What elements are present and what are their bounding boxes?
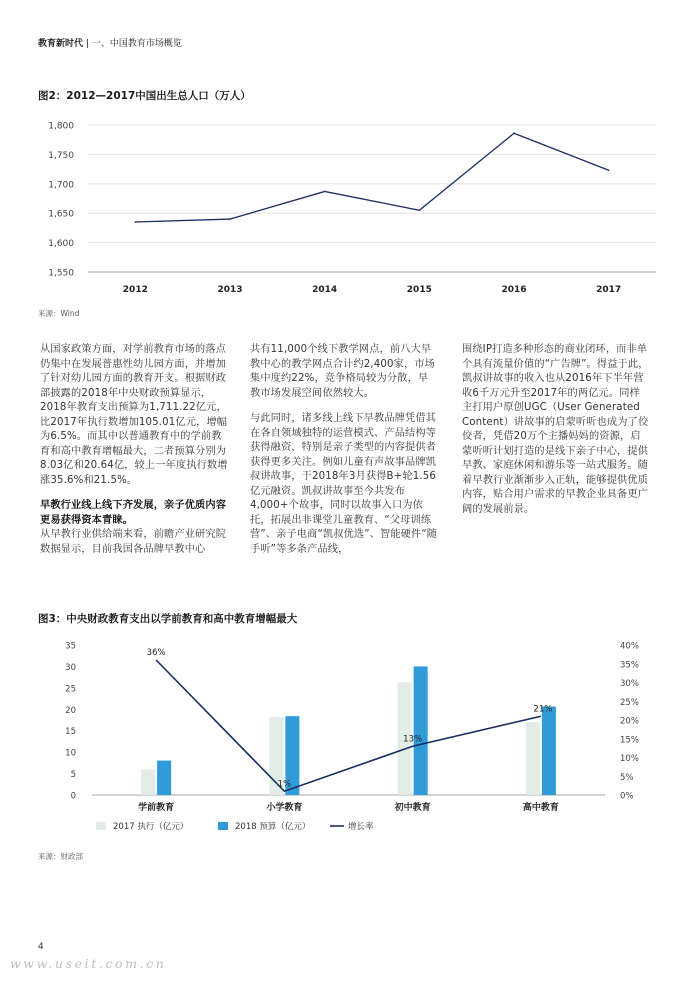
growth-rate-label: 13% (403, 734, 423, 745)
y2-tick-label: 10% (620, 754, 639, 764)
y-tick-label: 30 (65, 662, 76, 673)
x-tick-label: 高中教育 (522, 803, 559, 813)
x-tick-label: 2013 (217, 285, 243, 295)
y2-tick-label: 15% (620, 735, 639, 746)
figure3-source: 来源：财政部 (38, 852, 83, 861)
y2-tick-label: 5% (620, 772, 634, 783)
col1-heading: 早教行业线上线下齐发展，亲子优质内容更易获得资本青睐。 (40, 500, 227, 526)
col2-paragraph-1: 共有11,000个线下教学网点，前八大早教中心的教学网点合计约2,400家，市场集中度约22%，竞争格局较为分散，早教市场发展空间依然较大。 (250, 344, 435, 399)
data-point (229, 218, 231, 220)
col3-paragraph-1: 围绕IP打造多种形态的商业闭环，而非单个具有流量价值的“广告牌”。得益于此，凯叔讲故事的收入也从2016年下半年营收6千万元升至2017年的两亿元。同样主打用户原创UGC（User Generated Content）讲故事的启蒙听听也成为了佼佼者，凭借20万个主播妈妈的资源，启蒙听听计划打造的是线下亲子中心，提供早教、家庭休闲和游乐等一站式服务。随着早教行业渐渐步入正轨，能够提供优质内容，贴合用户需求的早教企业具备更广阔的发展前景。 (462, 344, 649, 515)
y-tick-label: 1,600 (48, 239, 74, 250)
data-point (608, 169, 610, 171)
bar-2017 (141, 770, 155, 795)
figure2-line-chart (0, 108, 694, 308)
y2-tick-label: 40% (620, 641, 639, 652)
y-tick-label: 1,550 (48, 268, 74, 279)
watermark: www.useit.com.cn (10, 956, 167, 971)
data-point (135, 221, 137, 223)
x-tick-label: 初中教育 (394, 803, 431, 813)
data-point (513, 132, 515, 134)
y-tick-label: 5 (70, 770, 76, 781)
bar-2017 (526, 722, 540, 795)
legend-swatch-2018 (218, 822, 228, 830)
y2-tick-label: 20% (620, 716, 639, 727)
y-tick-label: 1,750 (48, 150, 74, 161)
body-column-2 (250, 343, 438, 557)
bar-2018 (157, 761, 171, 795)
y-tick-label: 15 (65, 727, 76, 738)
legend-label-2017: 2017 执行（亿元） (113, 822, 189, 832)
growth-rate-label: 21% (533, 704, 553, 715)
bar-2018 (414, 666, 428, 795)
y-tick-label: 0 (70, 791, 76, 802)
figure3-title: 图3：中央财政教育支出以学前教育和高中教育增幅最大 (38, 613, 298, 625)
data-point (324, 191, 326, 193)
y-tick-label: 10 (65, 748, 76, 759)
col1-paragraph-1: 从国家政策方面，对学前教育市场的落点仍集中在发展普惠性幼儿园方面，并增加了针对幼儿园方面的教育开支。根据财政部披露的2018年中央财政预算显示，2018年教育支出预算为1,711.22亿元，比2017年执行数增加105.01亿元，增幅为6.5%。而其中以普通教育中的学前教育和高中教育增幅最大，二者预算分别为8.03亿和20.64亿，较上一年度执行数增涨35.6%和21.5%。 (40, 344, 228, 486)
y-tick-label: 35 (65, 641, 76, 652)
header-brand: 教育新时代 (38, 39, 84, 49)
y-tick-label: 1,650 (48, 209, 74, 220)
x-tick-label: 2015 (406, 285, 432, 295)
x-tick-label: 小学教育 (266, 803, 303, 813)
growth-rate-label: 36% (146, 648, 166, 658)
y-tick-label: 1,800 (48, 121, 74, 132)
x-tick-label: 学前教育 (138, 803, 175, 813)
body-column-1 (40, 343, 228, 557)
col1-paragraph-2: 从早教行业供给端来看，前瞻产业研究院数据显示，目前我国各品牌早教中心 (40, 529, 227, 555)
y-tick-label: 20 (65, 705, 76, 716)
y-tick-label: 1,700 (48, 180, 74, 191)
legend-swatch-2017 (96, 822, 106, 830)
x-tick-label: 2016 (501, 285, 527, 295)
x-tick-label: 2012 (122, 285, 148, 295)
col2-paragraph-2: 与此同时，诸多线上线下早教品牌凭借其在各自领域独特的运营模式、产品结构等获得融资，特别是亲子类型的内容提供者获得更多关注。例如儿童有声故事品牌凯叔讲故事，于2018年3月获得B+轮1.56亿元融资。凯叔讲故事至今共发布4,000+个故事，同时以故事入口为依托，拓展出非课堂儿童教育、“父母训练营”、亲子电商“凯叔优选”、智能硬件“随手听”等多条产品线， (250, 413, 438, 555)
x-tick-label: 2014 (312, 285, 338, 295)
y2-tick-label: 30% (620, 679, 639, 689)
y2-tick-label: 0% (620, 791, 634, 802)
legend-label-2018: 2018 预算（亿元） (235, 822, 311, 832)
data-point (419, 209, 421, 211)
bar-2018 (542, 707, 556, 795)
page-number: 4 (38, 942, 44, 952)
series-line (135, 133, 608, 222)
y2-tick-label: 35% (620, 660, 639, 671)
header-section: 一、中国教育市场概览 (91, 39, 182, 49)
body-column-3 (462, 343, 650, 517)
x-tick-label: 2017 (596, 285, 622, 295)
growth-rate-label: 1% (277, 779, 292, 790)
y2-tick-label: 25% (620, 697, 639, 708)
y-tick-label: 25 (65, 684, 76, 695)
growth-rate-line (156, 660, 541, 791)
figure2-title: 图2：2012—2017中国出生总人口（万人） (38, 90, 251, 102)
figure2-source: 来源：Wind (38, 309, 80, 318)
legend-label-growth: 增长率 (348, 822, 374, 832)
figure3-combo-chart (0, 632, 694, 842)
header-separator: | (85, 39, 89, 49)
page-header (38, 36, 182, 49)
